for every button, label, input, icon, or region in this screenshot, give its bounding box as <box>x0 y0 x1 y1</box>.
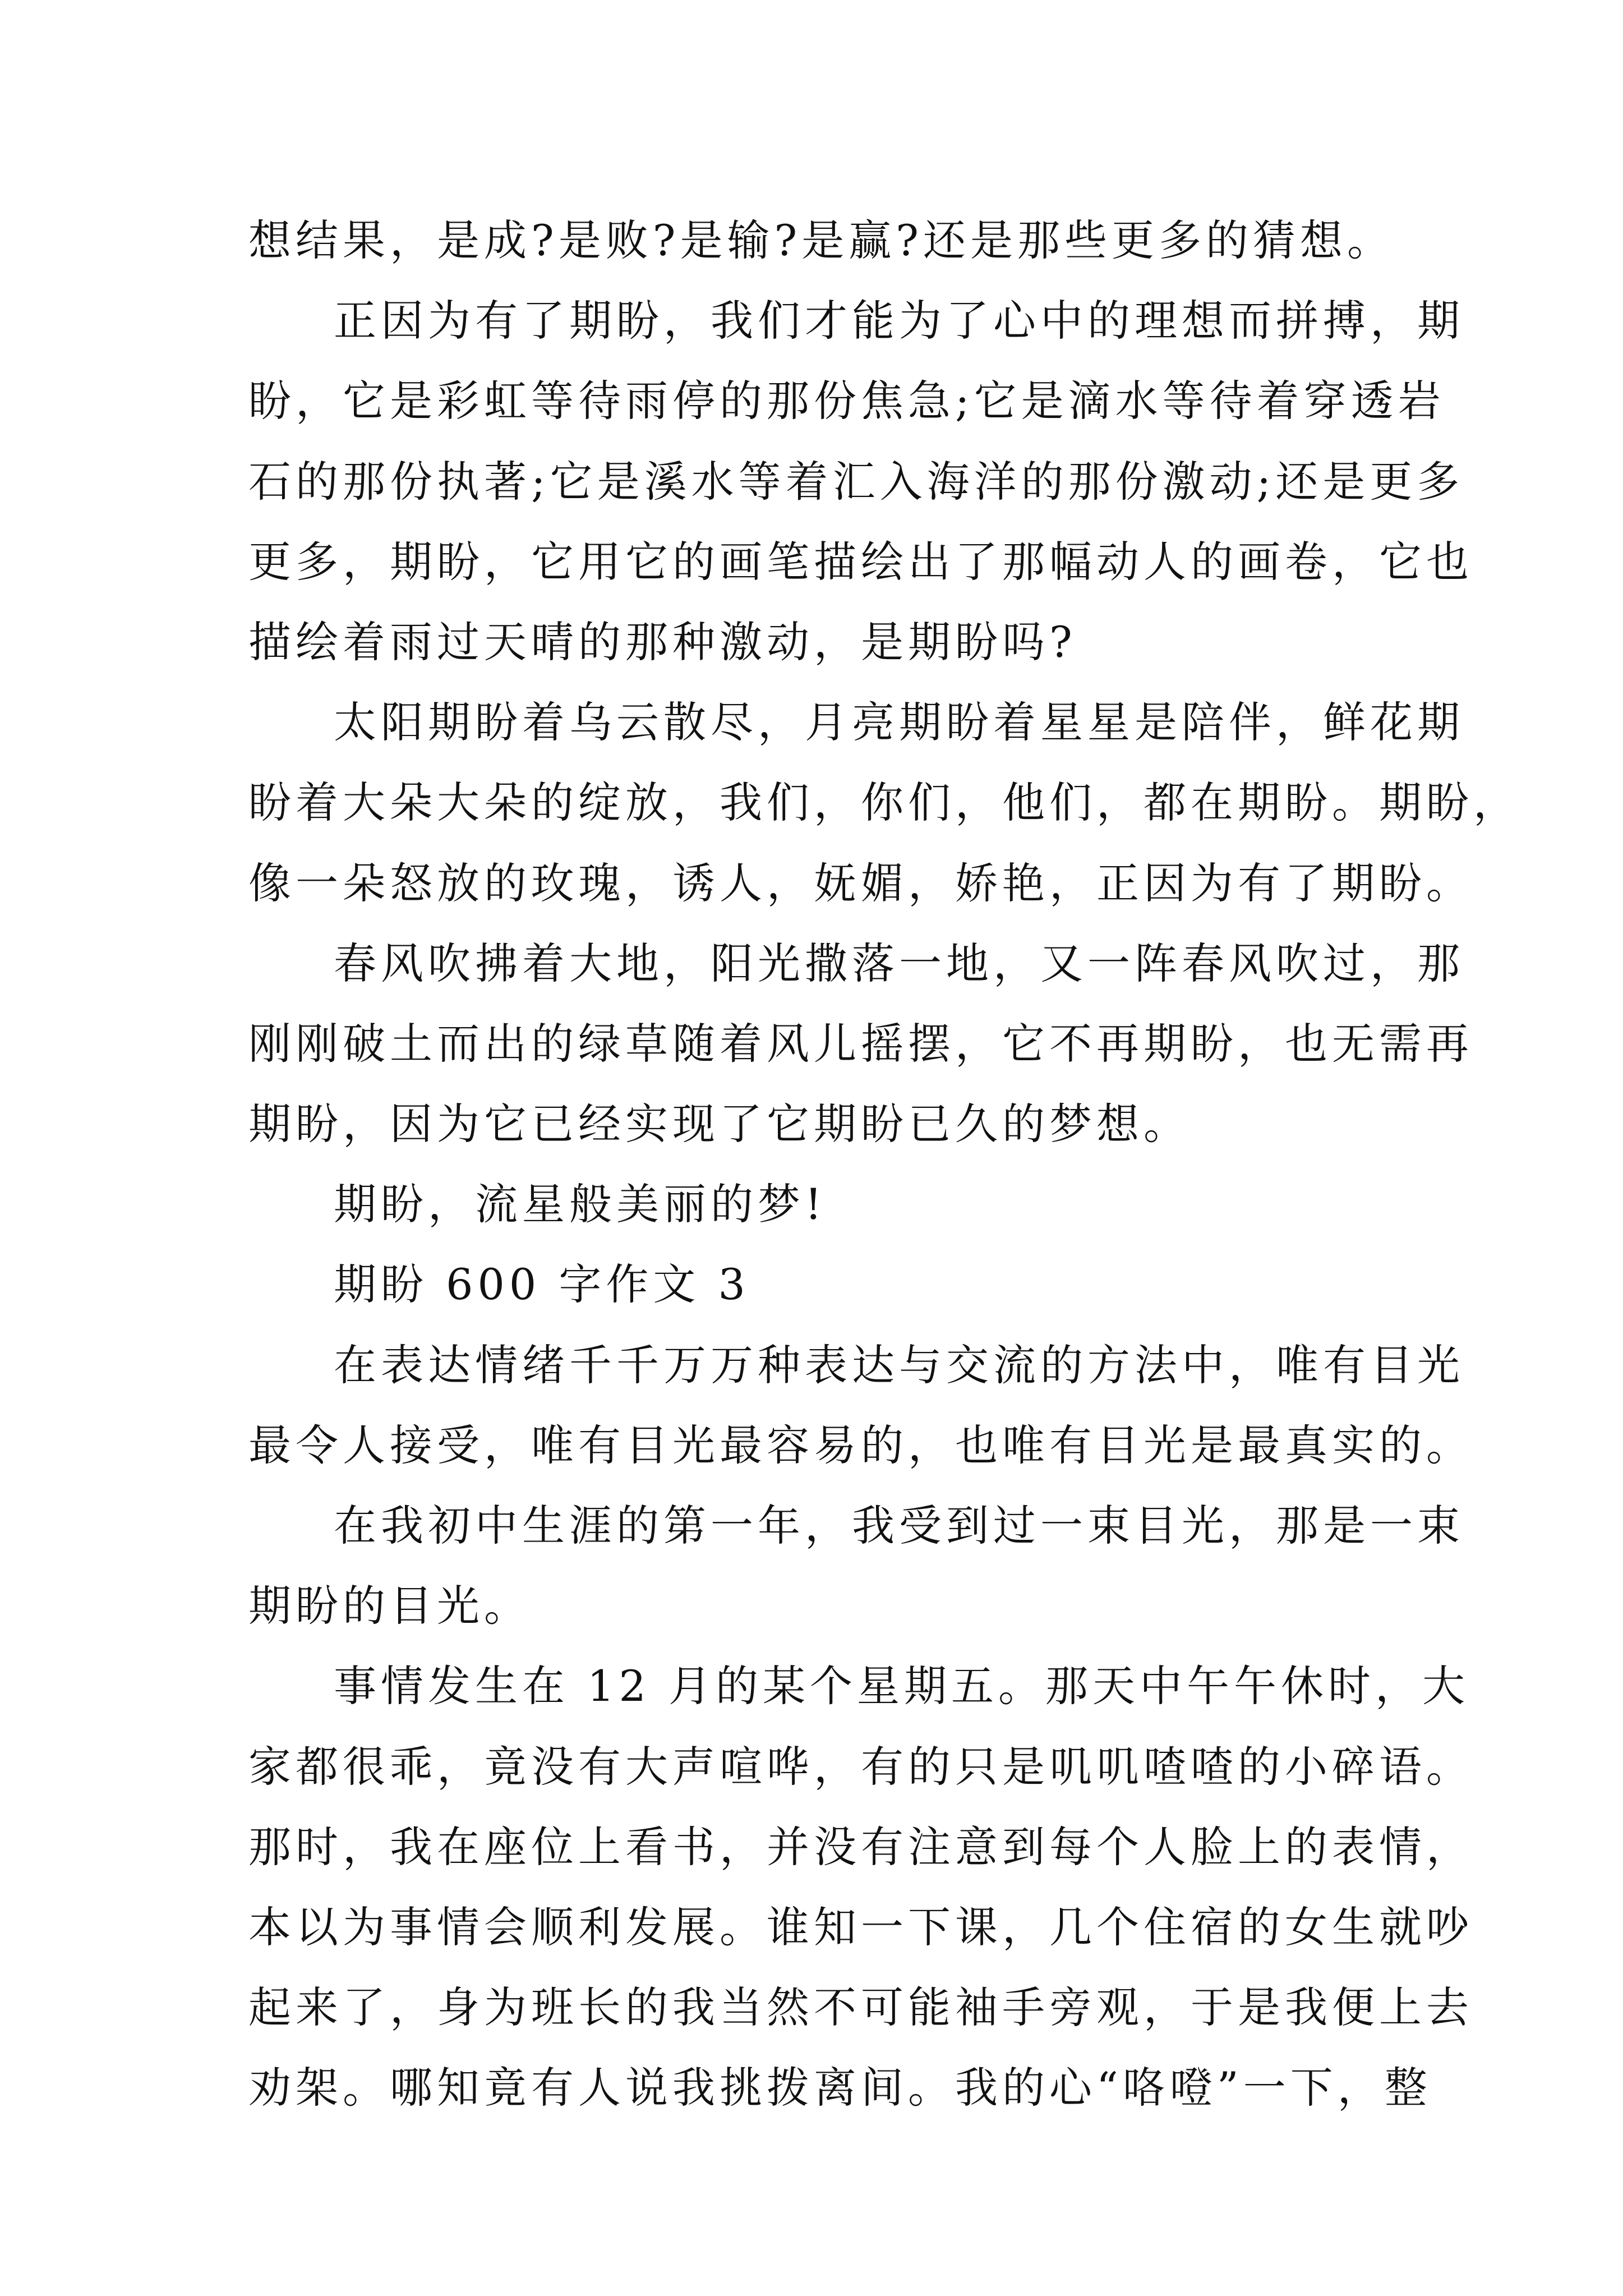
text-line: 在表达情绪千千万万种表达与交流的方法中，唯有目光 <box>334 1340 1464 1390</box>
text-line: 期盼，流星般美丽的梦! <box>334 1179 827 1230</box>
text-line: 春风吹拂着大地，阳光撒落一地，又一阵春风吹过，那 <box>334 938 1464 988</box>
text-line: 正因为有了期盼，我们才能为了心中的理想而拼搏，期 <box>334 296 1464 346</box>
text-line: 太阳期盼着乌云散尽，月亮期盼着星星是陪伴，鲜花期 <box>334 697 1464 748</box>
text-line: 本以为事情会顺利发展。谁知一下课，几个住宿的女生就吵 <box>248 1902 1473 1952</box>
text-line: 期盼的目光。 <box>248 1581 531 1631</box>
text-line: 像一朵怒放的玫瑰，诱人，妩媚，娇艳，正因为有了期盼。 <box>248 858 1473 908</box>
text-line: 想结果，是成?是败?是输?是赢?还是那些更多的猜想。 <box>248 215 1394 265</box>
text-line: 描绘着雨过天晴的那种激动，是期盼吗? <box>248 616 1077 667</box>
text-line: 家都很乖，竟没有大声喧哗，有的只是叽叽喳喳的小碎语。 <box>248 1741 1473 1792</box>
document-body <box>248 200 1520 2128</box>
text-line: 事情发生在 12 月的某个星期五。那天中午午休时，大 <box>334 1661 1470 1711</box>
text-line: 在我初中生涯的第一年，我受到过一束目光，那是一束 <box>334 1501 1464 1550</box>
text-line: 期盼，因为它已经实现了它期盼已久的梦想。 <box>248 1099 1191 1149</box>
text-line: 更多，期盼，它用它的画笔描绘出了那幅动人的画卷，它也 <box>248 536 1473 587</box>
text-line: 最令人接受，唯有目光最容易的，也唯有目光是最真实的。 <box>248 1420 1473 1470</box>
text-line: 刚刚破土而出的绿草随着风儿摇摆，它不再期盼，也无需再 <box>248 1018 1473 1069</box>
text-line: 盼，它是彩虹等待雨停的那份焦急;它是滴水等待着穿透岩 <box>248 376 1445 426</box>
text-line: 起来了，身为班长的我当然不可能袖手旁观，于是我便上去 <box>248 1982 1473 2033</box>
text-line: 那时，我在座位上看书，并没有注意到每个人脸上的表情， <box>248 1821 1473 1872</box>
text-line: 期盼 600 字作文 3 <box>334 1259 750 1310</box>
text-line: 石的那份执著;它是溪水等着汇入海洋的那份激动;还是更多 <box>248 456 1464 507</box>
text-line: 盼着大朵大朵的绽放，我们，你们，他们，都在期盼。期盼， <box>248 777 1520 828</box>
text-line: 劝架。哪知竟有人说我挑拨离间。我的心“咯噔”一下，整 <box>248 2063 1432 2113</box>
